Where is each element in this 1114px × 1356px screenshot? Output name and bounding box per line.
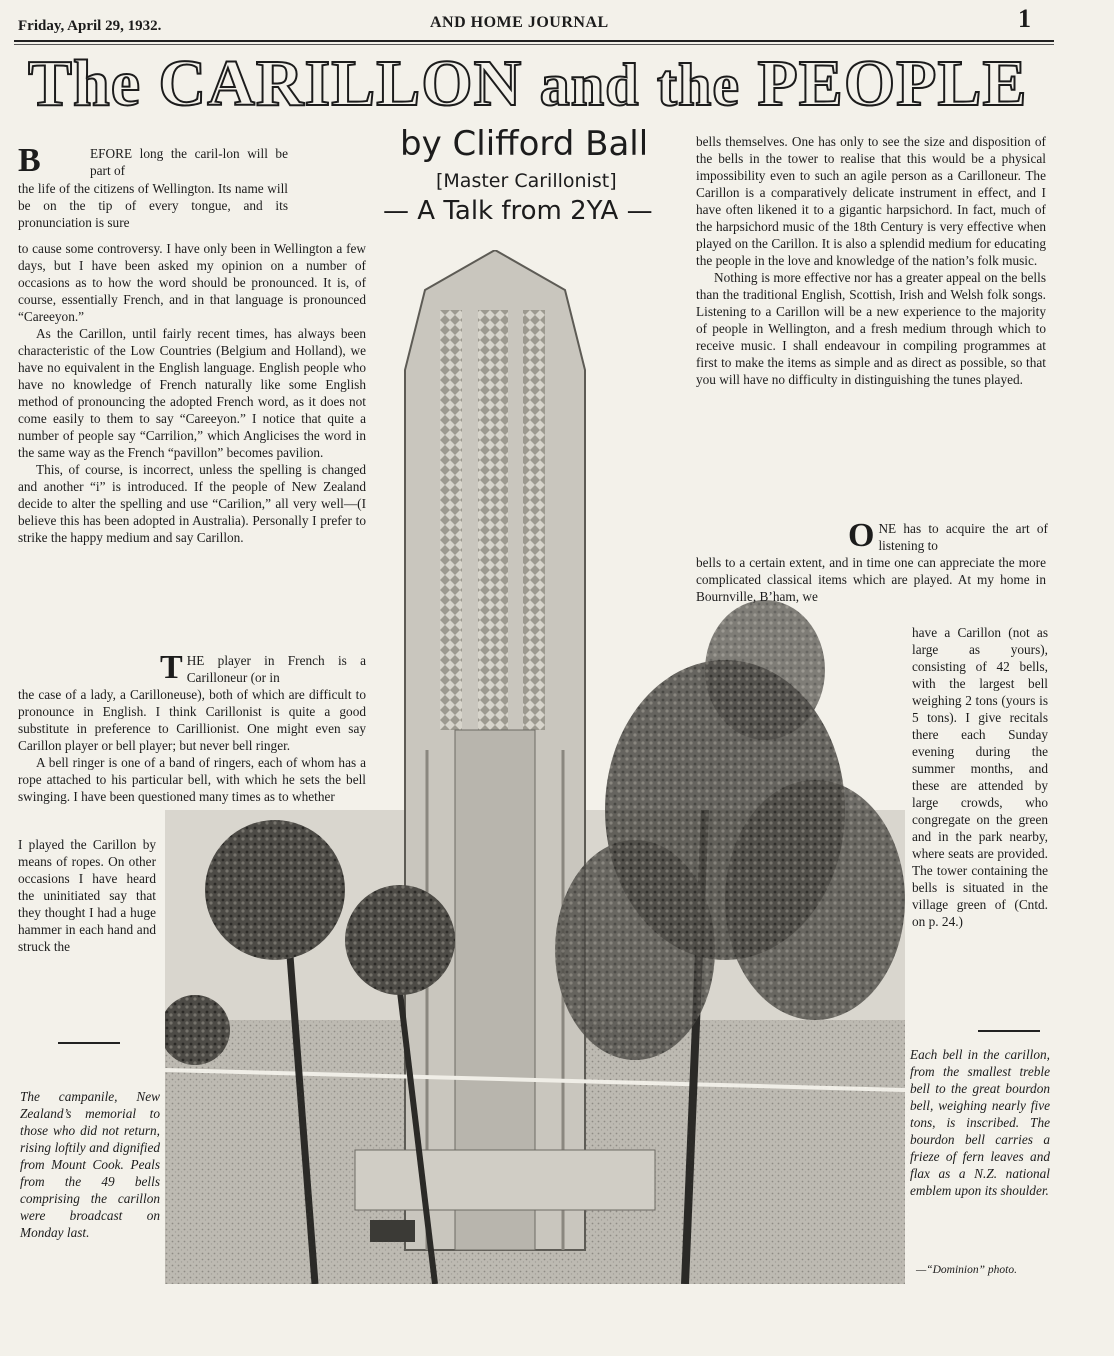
section3-opening — [848, 517, 1048, 554]
paragraph: to cause some controversy. I have only been in Wellington a few days, but I have been asked my opinion on a number of occasions as to how the word should be pronounced. It is, of course, essentially French, and in that language is pronounced “Careeyon.” — [18, 241, 366, 324]
header-rule-thin — [14, 44, 1054, 45]
section-rule — [58, 1042, 120, 1044]
journal-name: AND HOME JOURNAL — [430, 14, 609, 31]
campanile-tower — [405, 250, 585, 1250]
intro-text-b: the life of the citizens of Wellington. Its name will be on the tip of every tongue, and its pronunciation is sure — [18, 181, 288, 230]
intro-paragraph-start — [18, 142, 288, 179]
title-word-the-2: the — [657, 52, 740, 118]
drop-cap-t: T — [160, 649, 183, 686]
section3-opening-text: NE has to acquire the art of listening to — [878, 521, 1048, 553]
section2-opening-text: HE player in French is a Carilloneur (or in — [186, 653, 366, 685]
title-word-the: The — [28, 47, 142, 120]
paragraph: A bell ringer is one of a band of ringers, each of whom has a rope attached to his particular bell, with which he sets the bell swinging. I have been questioned many times as to whether — [18, 755, 366, 804]
intro-text-a: EFORE long the caril-lon will be part of — [90, 146, 288, 178]
byline: by Clifford Ball — [400, 124, 649, 164]
paragraph: Nothing is more effective nor has a greater appeal on the bells than the traditional English, Scottish, Irish and Welsh folk songs. Listening to a Carillon will be a new experience to the majority of people in Wellington, and a fresh medium through which to receive music. I shall endeavour in compiling programmes at first to make the items as simple and as direct as possible, so that you will have no difficulty in distinguishing the tunes played. — [696, 270, 1046, 387]
car — [370, 1220, 415, 1242]
title-word-carillon: CARILLON — [158, 47, 523, 120]
article-title — [28, 46, 1028, 122]
section2-body — [18, 686, 366, 805]
drop-cap-b: B — [18, 142, 41, 179]
section3-body: bells to a certain extent, and in time one can appreciate the more complicated classical items which are played. At my home in Bournville, B’ham, we — [696, 555, 1046, 604]
left-narrow-column: I played the Carillon by means of ropes. On other occasions I have heard the uninitiated say that they thought I had a huge hammer in each hand and struck the — [18, 837, 156, 954]
section-rule-right — [978, 1030, 1040, 1032]
photo-caption-right: Each bell in the carillon, from the smallest treble bell to the great bourdon bell, weighing nearly five tons, is inscribed. The bourdon bell carries a frieze of fern leaves and flax as a N.Z. national emblem upon its shoulder. — [910, 1047, 1050, 1198]
paragraph: As the Carillon, until fairly recent times, has always been characteristic of the Low Countries (Belgium and Holland), we have no equivalent in the English language. English people who have no knowledge of French naturally like some English method of pronouncing the adopted French word, as it does not come easily to them to say “Careeyon.” I notice that quite a number of people say “Carrilion,” which Anglicises the word in the same way as the French “pavillon” becomes pavilion. — [18, 326, 366, 460]
paragraph: the case of a lady, a Carilloneuse), both of which are difficult to pronounce in English. I think Carillonist is quite a good substitute in preference to Carillionist. One might even say Carillon player or bell player; but never bell ringer. — [18, 687, 366, 753]
right-narrow-column: have a Carillon (not as large as yours), consisting of 42 bells, with the largest bell weighing 2 tons (yours is 5 tons). I give recitals there each Sunday evening during the summer months, and these are attended by large crowds, who congregate on the green and in the park nearby, where seats are provided. The tower containing the bells is situated in the village green of (Cntd. on p. 24.) — [912, 625, 1048, 929]
paragraph: This, of course, is incorrect, unless the spelling is changed and another “i” is introduced. If the people of New Zealand decide to alter the spelling and use “Carilion,” all very well—(I believe this has been adopted in Australia). Personally I prefer to strike the happy medium and say Carillon. — [18, 462, 366, 545]
issue-date: Friday, April 29, 1932. — [18, 18, 162, 34]
talk-subtitle: — A Talk from 2YA — — [383, 196, 653, 226]
paragraph: bells themselves. One has only to see the size and disposition of the bells in the tower to realise that this would be a physical impossibility even to such an agile person as a Carilloneur. The Carillon is a comparatively delicate instrument in effect, and I have often likened it to a gigantic harpsichord. In fact, much of the harpsichord music of the 18th Century is very effective when played on the Carillon. It is also a splendid medium for educating the people in the love and knowledge of the nation’s folk music. — [696, 134, 1046, 268]
left-column-body — [18, 240, 366, 546]
right-column-body — [696, 133, 1046, 388]
title-word-people: PEOPLE — [757, 47, 1028, 120]
header-rule — [14, 40, 1054, 42]
title-word-and: and — [539, 52, 640, 118]
section2-opening — [160, 649, 366, 686]
drop-cap-o: O — [848, 517, 875, 554]
intro-paragraph-continued — [18, 180, 288, 231]
author-role: [Master Carillonist] — [436, 170, 617, 192]
page-number: 1 — [1018, 4, 1031, 33]
photo-credit: —“Dominion” photo. — [916, 1264, 1017, 1276]
photo-caption-left: The campanile, New Zealand’s memorial to those who did not return, rising loftily and dignified from Mount Cook. Peals from the 49 bells comprising the carillon were broadcast on Monday last. — [20, 1089, 160, 1240]
